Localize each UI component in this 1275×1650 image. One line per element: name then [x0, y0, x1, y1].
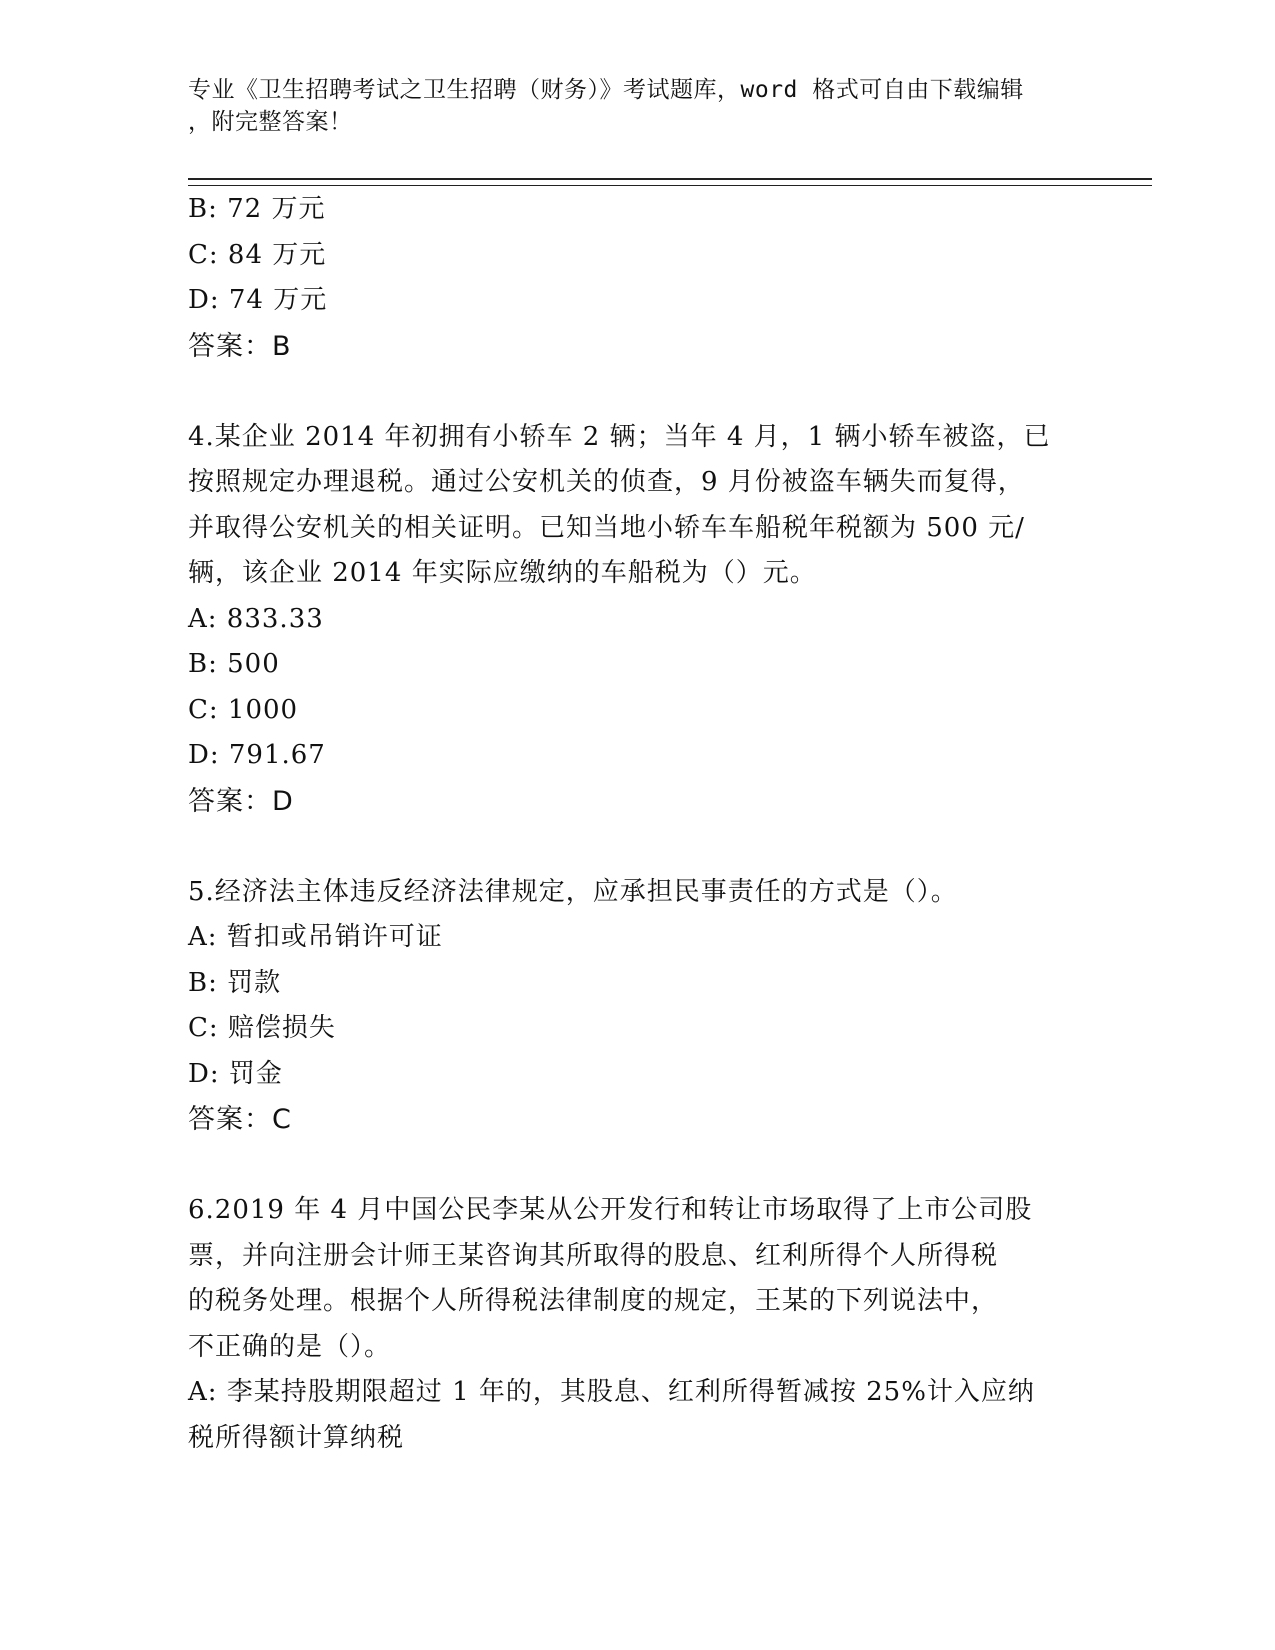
- option-c: C: 赔偿损失: [188, 1013, 336, 1043]
- option-c: C: 84 万元: [188, 239, 327, 270]
- header-line-2: ，附完整答案！: [188, 109, 353, 135]
- question-stem-line: 6.2019 年 4 月中国公民李某从公开发行和转让市场取得了上市公司股: [188, 1195, 1033, 1225]
- option-a: A: 暂扣或吊销许可证: [188, 922, 443, 952]
- option-a-line: A: 李某持股期限超过 1 年的，其股息、红利所得暂减按 25%计入应纳: [188, 1377, 1035, 1407]
- option-b: B: 罚款: [188, 967, 282, 998]
- option-b: B: 72 万元: [188, 194, 326, 224]
- answer: 答案：B: [188, 330, 292, 362]
- question-4: [188, 415, 1088, 825]
- document-body: [188, 187, 1088, 1461]
- header-divider: [188, 178, 1152, 186]
- question-stem-line: 按照规定办理退税。通过公安机关的侦查，9 月份被盗车辆失而复得，: [188, 467, 1025, 497]
- question-stem-line: 5.经济法主体违反经济法律规定，应承担民事责任的方式是（）。: [188, 876, 958, 907]
- option-d: D: 791.67: [188, 740, 326, 770]
- question-stem-line: 票，并向注册会计师王某咨询其所取得的股息、红利所得个人所得税: [188, 1240, 999, 1271]
- question-stem-line: 4.某企业 2014 年初拥有小轿车 2 辆；当年 4 月，1 辆小轿车被盗，已: [188, 421, 1051, 452]
- spacer: [188, 1143, 1088, 1189]
- answer: 答案：D: [188, 785, 294, 817]
- question-stem-line: 辆，该企业 2014 年实际应缴纳的车船税为（）元。: [188, 558, 817, 588]
- header-line-1: 专业《卫生招聘考试之卫生招聘（财务）》考试题库，word 格式可自由下载编辑: [188, 77, 1024, 103]
- question-stem-line: 的税务处理。根据个人所得税法律制度的规定，王某的下列说法中，: [188, 1286, 999, 1316]
- answer: 答案：C: [188, 1104, 292, 1135]
- question-3-tail: [188, 187, 1088, 369]
- question-6: [188, 1188, 1088, 1461]
- option-c: C: 1000: [188, 694, 299, 725]
- question-5: [188, 870, 1088, 1143]
- question-stem-line: 不正确的是（）。: [188, 1331, 392, 1362]
- option-b: B: 500: [188, 649, 280, 679]
- spacer: [188, 824, 1088, 870]
- question-stem-line: 并取得公安机关的相关证明。已知当地小轿车车船税年税额为 500 元/: [188, 512, 1025, 543]
- option-d: D: 罚金: [188, 1058, 283, 1089]
- page-header: [188, 74, 1088, 138]
- option-d: D: 74 万元: [188, 285, 328, 315]
- option-a: A: 833.33: [188, 603, 324, 634]
- option-a-line: 税所得额计算纳税: [188, 1422, 405, 1453]
- spacer: [188, 369, 1088, 415]
